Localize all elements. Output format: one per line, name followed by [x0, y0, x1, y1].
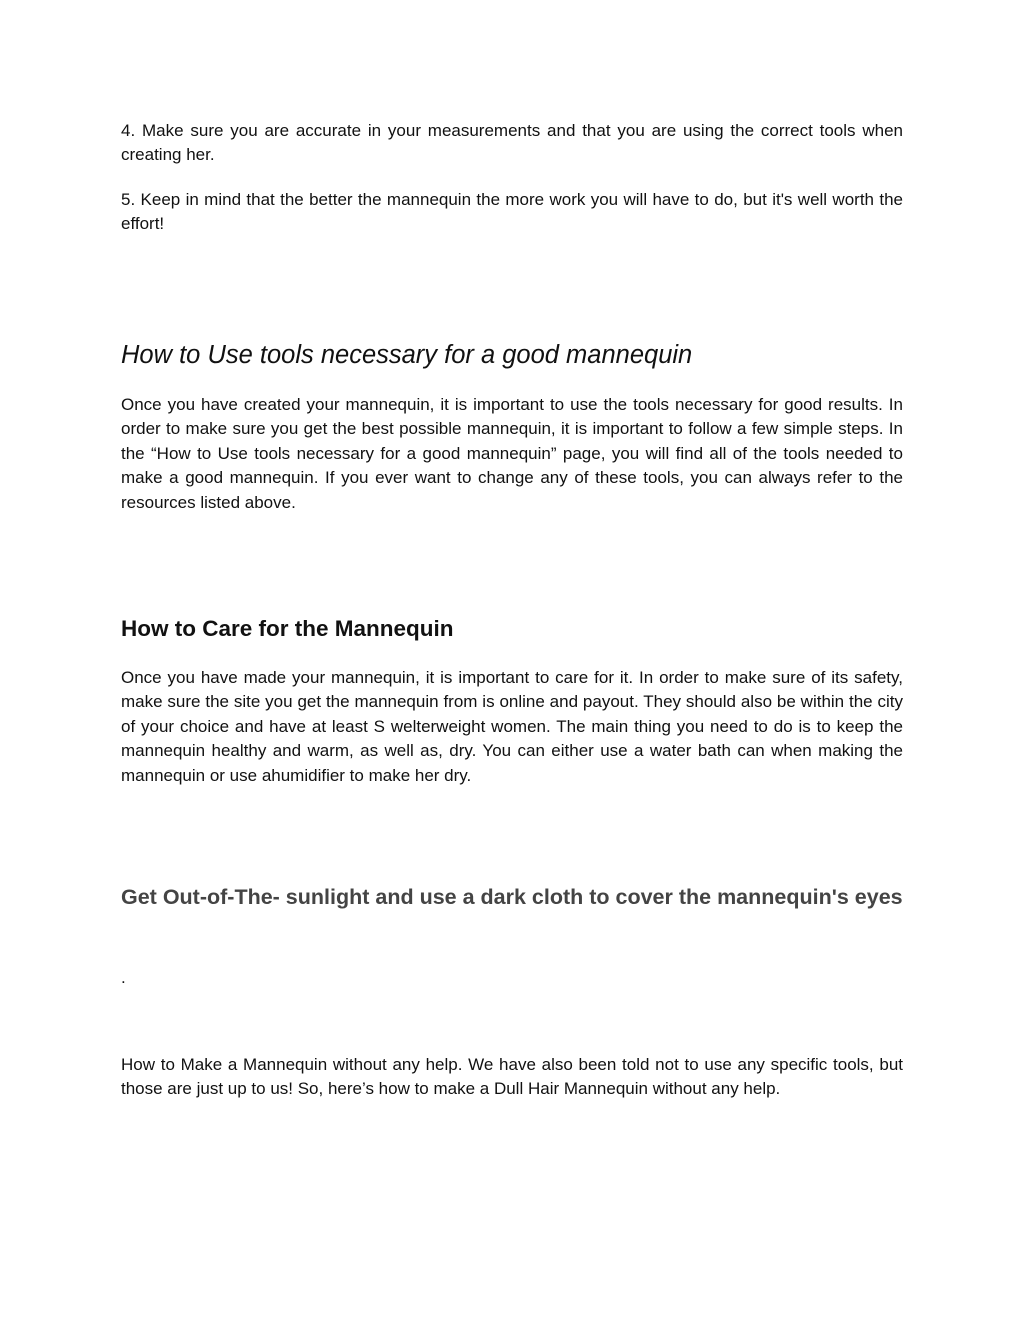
section-dot: . — [121, 968, 126, 987]
closing-paragraph: How to Make a Mannequin without any help. We have also been told not to use any specific tools, but those are just up to us! So, here’s how to make a Dull Hair Mannequin without any help. — [121, 1055, 903, 1099]
section-heading-tools: How to Use tools necessary for a good mannequin — [121, 341, 693, 369]
list-item-4: 4. Make sure you are accurate in your measurements and that you are using the correct tools when creating her. — [121, 121, 903, 165]
section-body-care: Once you have made your mannequin, it is important to care for it. In order to make sure of its safety, make sure the site you get the mannequin from is online and payout. They should also be within the city of your choice and have at least S welterweight women. The main thing you need to do is to keep the mannequin healthy and warm, as well as, dry. You can either use a water bath can when making the mannequin or use ahumidifier to make her dry. — [121, 668, 903, 785]
list-item-5: 5. Keep in mind that the better the mannequin the more work you will have to do, but it's well worth the effort! — [121, 190, 903, 234]
section-heading-sunlight: Get Out-of-The- sunlight and use a dark cloth to cover the mannequin's eyes — [121, 885, 903, 909]
section-body-tools: Once you have created your mannequin, it is important to use the tools necessary for good results. In order to make sure you get the best possible mannequin, it is important to follow a few simple steps. In the “How to Use tools necessary for a good mannequin” page, you will find all of the tools needed to make a good mannequin. If you ever want to change any of these tools, you can always refer to the resources listed above. — [121, 395, 903, 512]
section-heading-care: How to Care for the Mannequin — [121, 616, 454, 641]
